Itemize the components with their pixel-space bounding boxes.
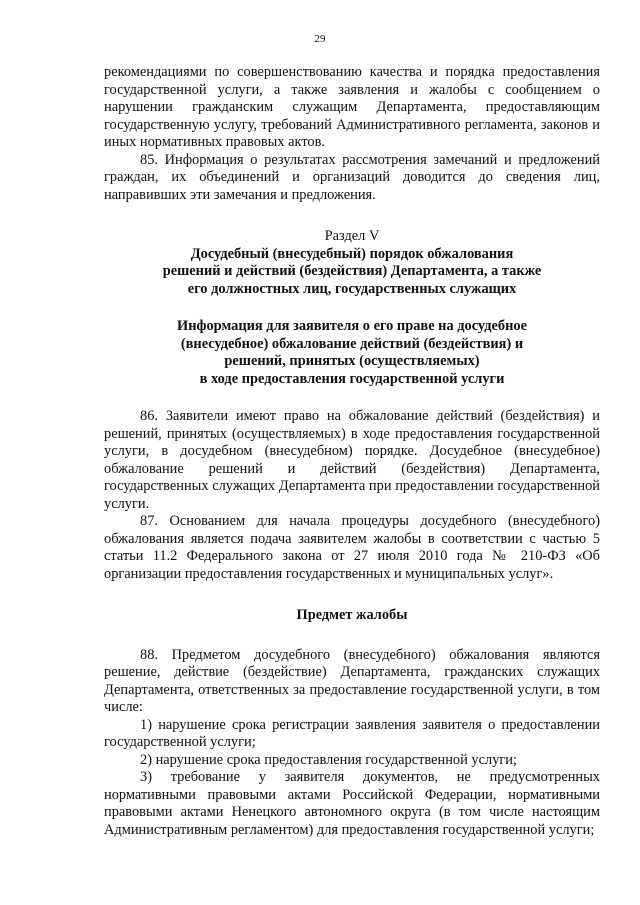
paragraph-87: 87. Основанием для начала процедуры досудебного (внесудебного) обжалования является подача заявителем жалобы в соответствии с частью 5 статьи 11.2 Федерального закона от 27 июля 2010 года № 210-ФЗ «Об организации предоставления государственных и муниципальных услуг». [104, 513, 600, 582]
document-body [104, 64, 600, 839]
list-item-1: 1) нарушение срока регистрации заявления заявителя о предоставлении государственной услуги; [104, 716, 600, 750]
section-label: Раздел V [324, 228, 380, 244]
list-item-3: 3) требование у заявителя документов, не предусмотренных нормативными правовыми актами Российской Федерации, нормативными правовыми актами Ненецкого автономного округа (в том числе настоящим Административным регламентом) для предоставления государственной услуги; [104, 769, 600, 838]
section-heading [104, 228, 600, 298]
subsection-title-line-1: Информация для заявителя о его праве на досудебное [177, 318, 527, 334]
paragraph-86: 86. Заявители имеют право на обжалование действий (бездействия) и решений, принятых (осуществляемых) в ходе предоставления государственной услуги, в досудебном (внесудебном) порядке. Досудебное (внесудебное) обжалование решений и действий (бездействия) Департамента, государственных служащих Департамента при предоставлении государственной услуги. [104, 408, 600, 512]
paragraph-85: 85. Информация о результатах рассмотрения замечаний и предложений граждан, их объединений и организаций доводится до сведения лиц, направивших эти замечания и предложения. [104, 151, 600, 203]
subsection-title-line-2: (внесудебное) обжалование действий (бездействия) и [180, 335, 524, 352]
subsection-title-line-4: в ходе предоставления государственной услуги [199, 370, 505, 387]
page-number: 29 [314, 33, 326, 45]
subsection-heading-information [104, 318, 600, 388]
subsection-title-complaint-subject: Предмет жалобы [296, 607, 408, 623]
section-title-line-2: решений и действий (бездействия) Департамента, а также [162, 263, 542, 279]
section-title-line-1: Досудебный (внесудебный) порядок обжалования [190, 245, 514, 262]
subsection-title-line-3: решений, принятых (осуществляемых) [224, 353, 480, 369]
list-item-2: 2) нарушение срока предоставления государственной услуги; [140, 751, 517, 768]
paragraph-84-continuation: рекомендациями по совершенствованию качества и порядка предоставления государственной услуги, а также заявления и жалобы с сообщением о нарушении гражданским служащим Департамента, предоставляющим государственную услугу, требований Административного регламента, законов и иных нормативных правовых актов. [104, 64, 600, 150]
paragraph-88: 88. Предметом досудебного (внесудебного) обжалования являются решение, действие (бездействие) Департамента, гражданских служащих Департамента, ответственных за предоставление государственной услуги, в том числе: [104, 646, 600, 715]
section-title-line-3: его должностных лиц, государственных служащих [187, 280, 517, 297]
